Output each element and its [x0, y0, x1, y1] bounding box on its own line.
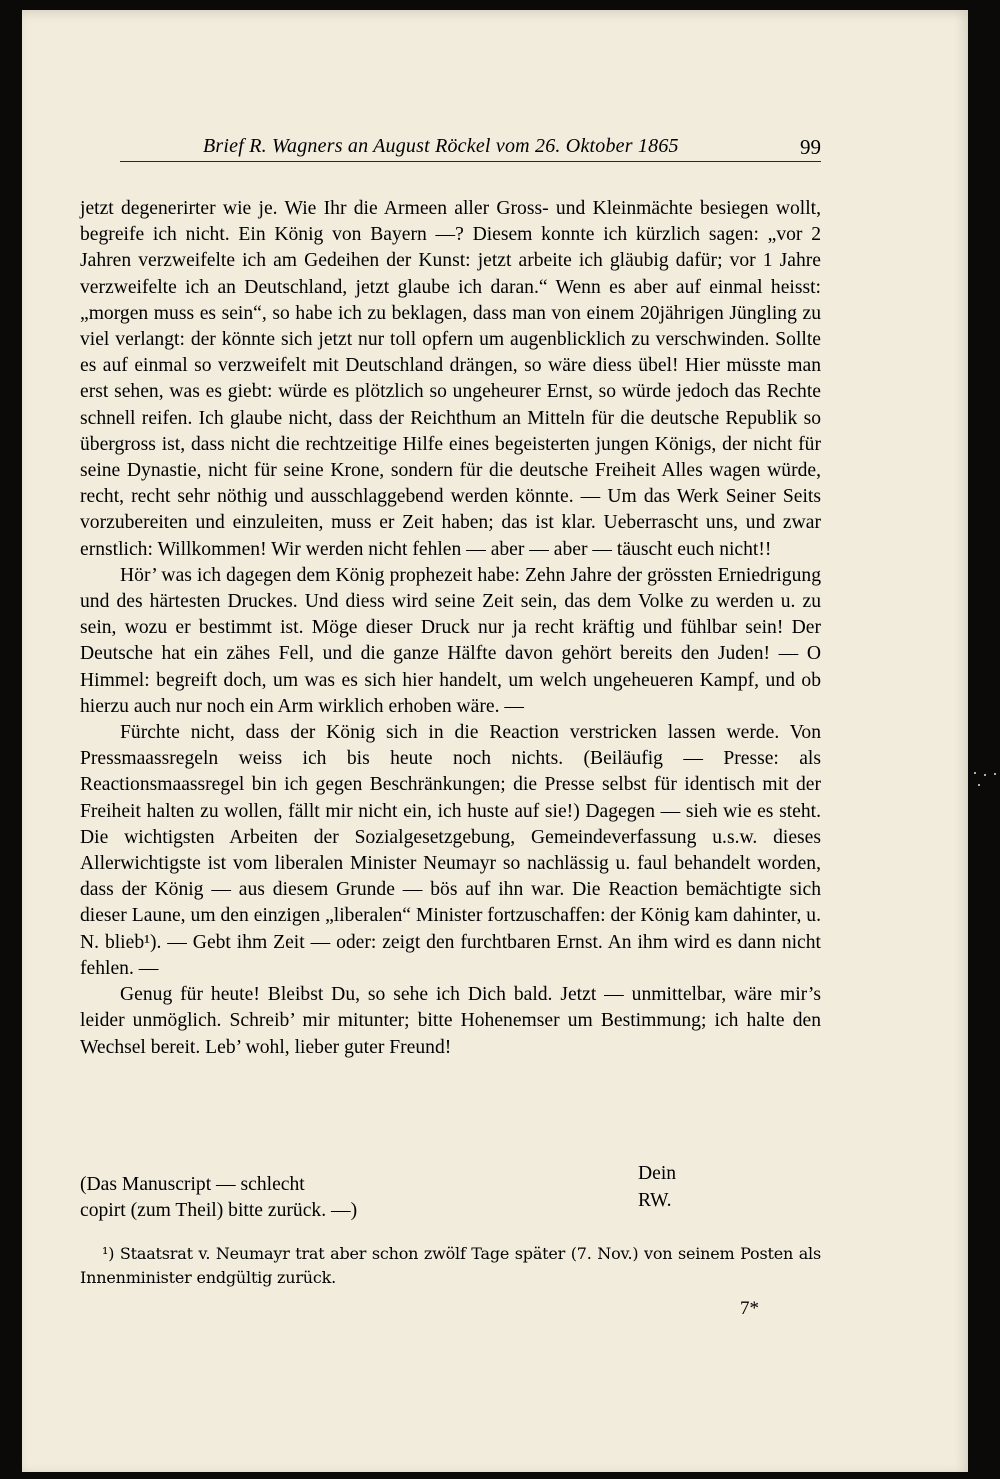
paragraph-1: jetzt degenerirter wie je. Wie Ihr die Armeen aller Gross- und Kleinmächte besiegen wollt, begreife ich nicht. Ein König von Bayern —? Diesem konnte ich kürzlich sagen: „vor 2 Jahren verzweifelte ich am Gedeihen der Kunst: jetzt arbeite ich gläubig dafür; vor 1 Jahre verzweifelte ich an Deutschland, jetzt glaube ich daran.“ Wenn es aber auf einmal heisst: „morgen muss es sein“, so habe ich zu beklagen, dass man von einem 20jährigen Jüngling zu viel verlangt: der könnte sich jetzt nur toll opfern um augenblicklich zu verschwinden. Sollte es auf einmal so verzweifelt mit Deutschland drängen, so wäre diess übel! Hier müsste man erst sehen, was es giebt: würde es plötzlich so ungeheurer Ernst, so würde jedoch das Rechte schnell reifen. Ich glaube nicht, dass der Reichthum an Mitteln für die deutsche Republik so übergross ist, dass nicht die rechtzeitige Hilfe eines begeisterten jungen Königs, der nicht für seine Dynastie, nicht für seine Krone, sondern für die deutsche Freiheit Alles wagen würde, recht, recht sehr nöthig und ausschlaggebend werden könnte. — Um das Werk Seiner Seits vorzubereiten und einzuleiten, muss er Zeit haben; das ist klar. Ueberrascht uns, und zwar ernstlich: Willkommen! Wir werden nicht fehlen — aber — aber — täuscht euch nicht!!	[80, 198, 821, 560]
scan-speck	[970, 770, 1000, 790]
signature	[638, 1160, 758, 1214]
manuscript-note-line: (Das Manuscript — schlecht	[80, 1174, 305, 1195]
paragraph-3: Fürchte nicht, dass der König sich in die Reaction verstricken lassen werde. Von Pressmaassregeln weiss ich bis heute noch nichts. (Beiläufig — Presse: als Reactionsmaassregel bin ich gegen Beschränkungen; die Presse selbst für identisch mit der Freiheit halten zu wollen, fällt mir nicht ein, ich huste auf sie!) Dagegen — sieh wie es steht. Die wichtigsten Arbeiten der Sozialgesetzgebung, Gemeindeverfassung u.s.w. dieses Allerwichtigste ist vom liberalen Minister Neumayr so nachlässig u. faul behandelt worden, dass der König — aus diesem Grunde — bös auf ihn war. Die Reaction bemächtigte sich dieser Laune, um den einzigen „liberalen“ Minister fortzuschaffen: der König kam dahinter, u. N. blieb¹). — Gebt ihm Zeit — oder: zeigt den furchtbaren Ernst. An ihm wird es dann nicht fehlen. —	[80, 722, 821, 979]
signature-line: Dein	[638, 1163, 677, 1184]
manuscript-note-line: copirt (zum Theil) bitte zurück. —)	[80, 1200, 358, 1222]
signature-mark: 7*	[740, 1298, 759, 1319]
running-header	[120, 125, 821, 162]
header-title: Brief R. Wagners an August Röckel vom 26. Oktober 1865	[203, 135, 679, 157]
paragraph-4: Genug für heute! Bleibst Du, so sehe ich Dich bald. Jetzt — unmittelbar, wäre mir’s leider unmöglich. Schreib’ mir mitunter; bitte Hohenemser um Bestimmung; ich halte den Wechsel bereit. Leb’ wohl, lieber guter Freund!	[80, 984, 821, 1058]
letter-body	[80, 196, 821, 1061]
signature-line: RW.	[638, 1190, 672, 1211]
footnote-text: ¹) Staatsrat v. Neumayr trat aber schon zwölf Tage später (7. Nov.) von seinem Posten als Innenminister endgültig zurück.	[80, 1244, 821, 1287]
page-number: 99	[800, 135, 821, 159]
footnote	[80, 1242, 821, 1290]
manuscript-note	[80, 1172, 440, 1224]
paragraph-2: Hör’ was ich dagegen dem König prophezeit habe: Zehn Jahre der grössten Erniedrigung und des härtesten Druckes. Und diess wird seine Zeit sein, das dem Volke zu werden u. zu sein, wozu er bestimmt ist. Möge dieser Druck nur ja recht kräftig und fühlbar sein! Der Deutsche hat ein zähes Fell, und die ganze Hälfte davon gehört bereits den Juden! — O Himmel: begreift doch, um was es sich hier handelt, um welch ungeheueren Kampf, und ob hierzu auch nur noch ein Arm wirklich erhoben wäre. —	[80, 564, 821, 717]
